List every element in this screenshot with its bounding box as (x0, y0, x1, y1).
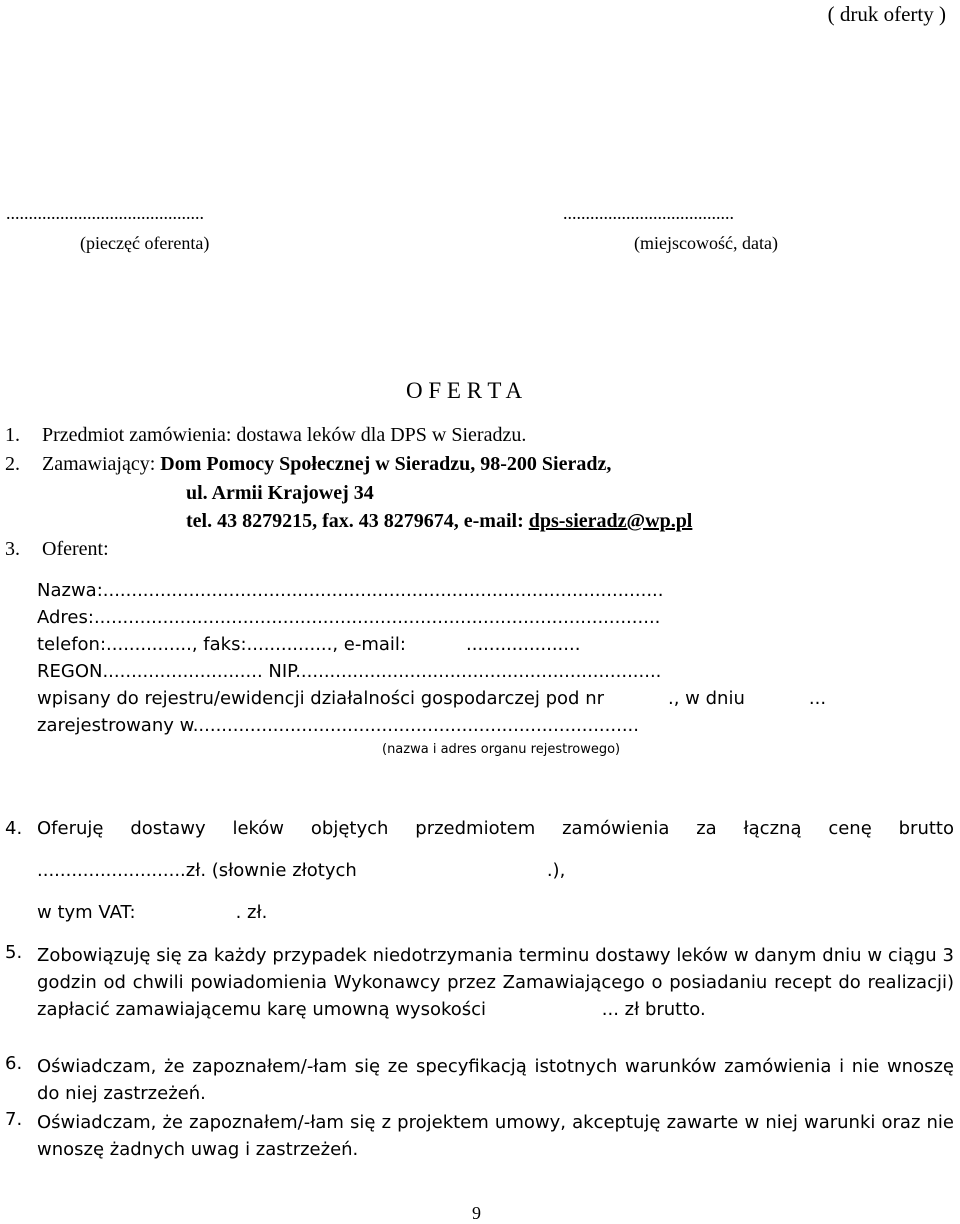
contracting-party-street: ul. Armii Krajowej 34 (186, 482, 374, 504)
field-address: Adres:................................................................................................... (37, 607, 661, 628)
penalty-text: Zobowiązuję się za każdy przypadek niedotrzymania terminu dostawy leków w danym dniu w ciągu 3 godzin od chwili powiadomienia Wykonawcy przez Zamawiającego o posiadaniu recept do realizacji) zapłacić zamawiającemu karę umowną wysokości (37, 945, 954, 1020)
registry-date-dots: ... (808, 688, 827, 709)
section-7-contract-statement: Oświadczam, że zapoznałem/-łam się z projektem umowy, akceptuję zawarte w niej warunki oraz nie wnoszę żadnych uwag i zastrzeżeń. (37, 1112, 954, 1160)
contact-phone-fax: tel. 43 8279215, fax. 43 8279674, e-mail: (186, 510, 524, 532)
registry-date-label: ., w dniu (668, 688, 745, 709)
item-1-number: 1. (5, 424, 20, 446)
contracting-party-name: Dom Pomocy Społecznej w Sieradzu, 98-200 Sieradz, (160, 453, 612, 475)
item-3-number: 3. (5, 538, 20, 560)
price-amount-dots: ..........................zł. (słownie złotych (37, 860, 357, 881)
stamp-caption: (pieczęć oferenta) (80, 233, 210, 253)
section-5-penalty-text (37, 942, 954, 1023)
vat-label: w tym VAT: (37, 902, 136, 923)
item-2-number: 2. (5, 453, 20, 475)
document-title: O F E R T A (406, 378, 523, 403)
section-6-number: 6. (5, 1053, 23, 1074)
price-words-close: .), (546, 860, 566, 881)
phone-fax-email-label: telefon:..............., faks:..............., e-mail: (37, 634, 406, 655)
section-6-specification-statement: Oświadczam, że zapoznałem/-łam się ze specyfikacją istotnych warunków zamówienia i nie wnoszę do niej zastrzeżeń. (37, 1056, 954, 1104)
section-4-number: 4. (5, 818, 23, 839)
page-number: 9 (472, 1203, 481, 1223)
contact-email-link[interactable]: dps-sieradz@wp.pl (528, 510, 693, 532)
item-1-text: Przedmiot zamówienia: dostawa leków dla DPS w Sieradzu. (42, 424, 527, 446)
field-registry (37, 688, 826, 709)
vat-currency: . zł. (235, 902, 268, 923)
field-regon-nip: REGON............................ NIP................................................................ (37, 661, 662, 682)
registry-label: wpisany do rejestru/ewidencji działalności gospodarczej pod nr (37, 688, 605, 709)
section-4-vat (37, 902, 267, 923)
field-phone-fax-email (37, 634, 580, 655)
contracting-party-contact (186, 510, 692, 533)
place-date-caption: (miejscowość, data) (634, 233, 778, 253)
section-4-price-line: Oferuję dostawy leków objętych przedmiotem zamówienia za łączną cenę brutto (37, 818, 954, 839)
penalty-amount: ... zł brutto. (601, 999, 706, 1020)
field-name: Nazwa:.................................................................................................. (37, 580, 664, 601)
field-registered-at: zarejestrowany w.............................................................................. (37, 715, 639, 736)
contracting-party-label: Zamawiający: (42, 453, 156, 475)
item-3-label: Oferent: (42, 538, 109, 560)
section-4-price-words (37, 860, 565, 881)
print-label: ( druk oferty ) (827, 2, 946, 26)
section-7-number: 7. (5, 1109, 23, 1130)
item-2-line-1 (42, 453, 611, 476)
place-date-dots: ...................................... (563, 203, 734, 223)
email-dots: .................... (466, 634, 581, 655)
stamp-dots: ............................................ (6, 203, 204, 223)
registered-at-caption: (nazwa i adres organu rejestrowego) (382, 742, 621, 757)
section-5-number: 5. (5, 942, 23, 963)
